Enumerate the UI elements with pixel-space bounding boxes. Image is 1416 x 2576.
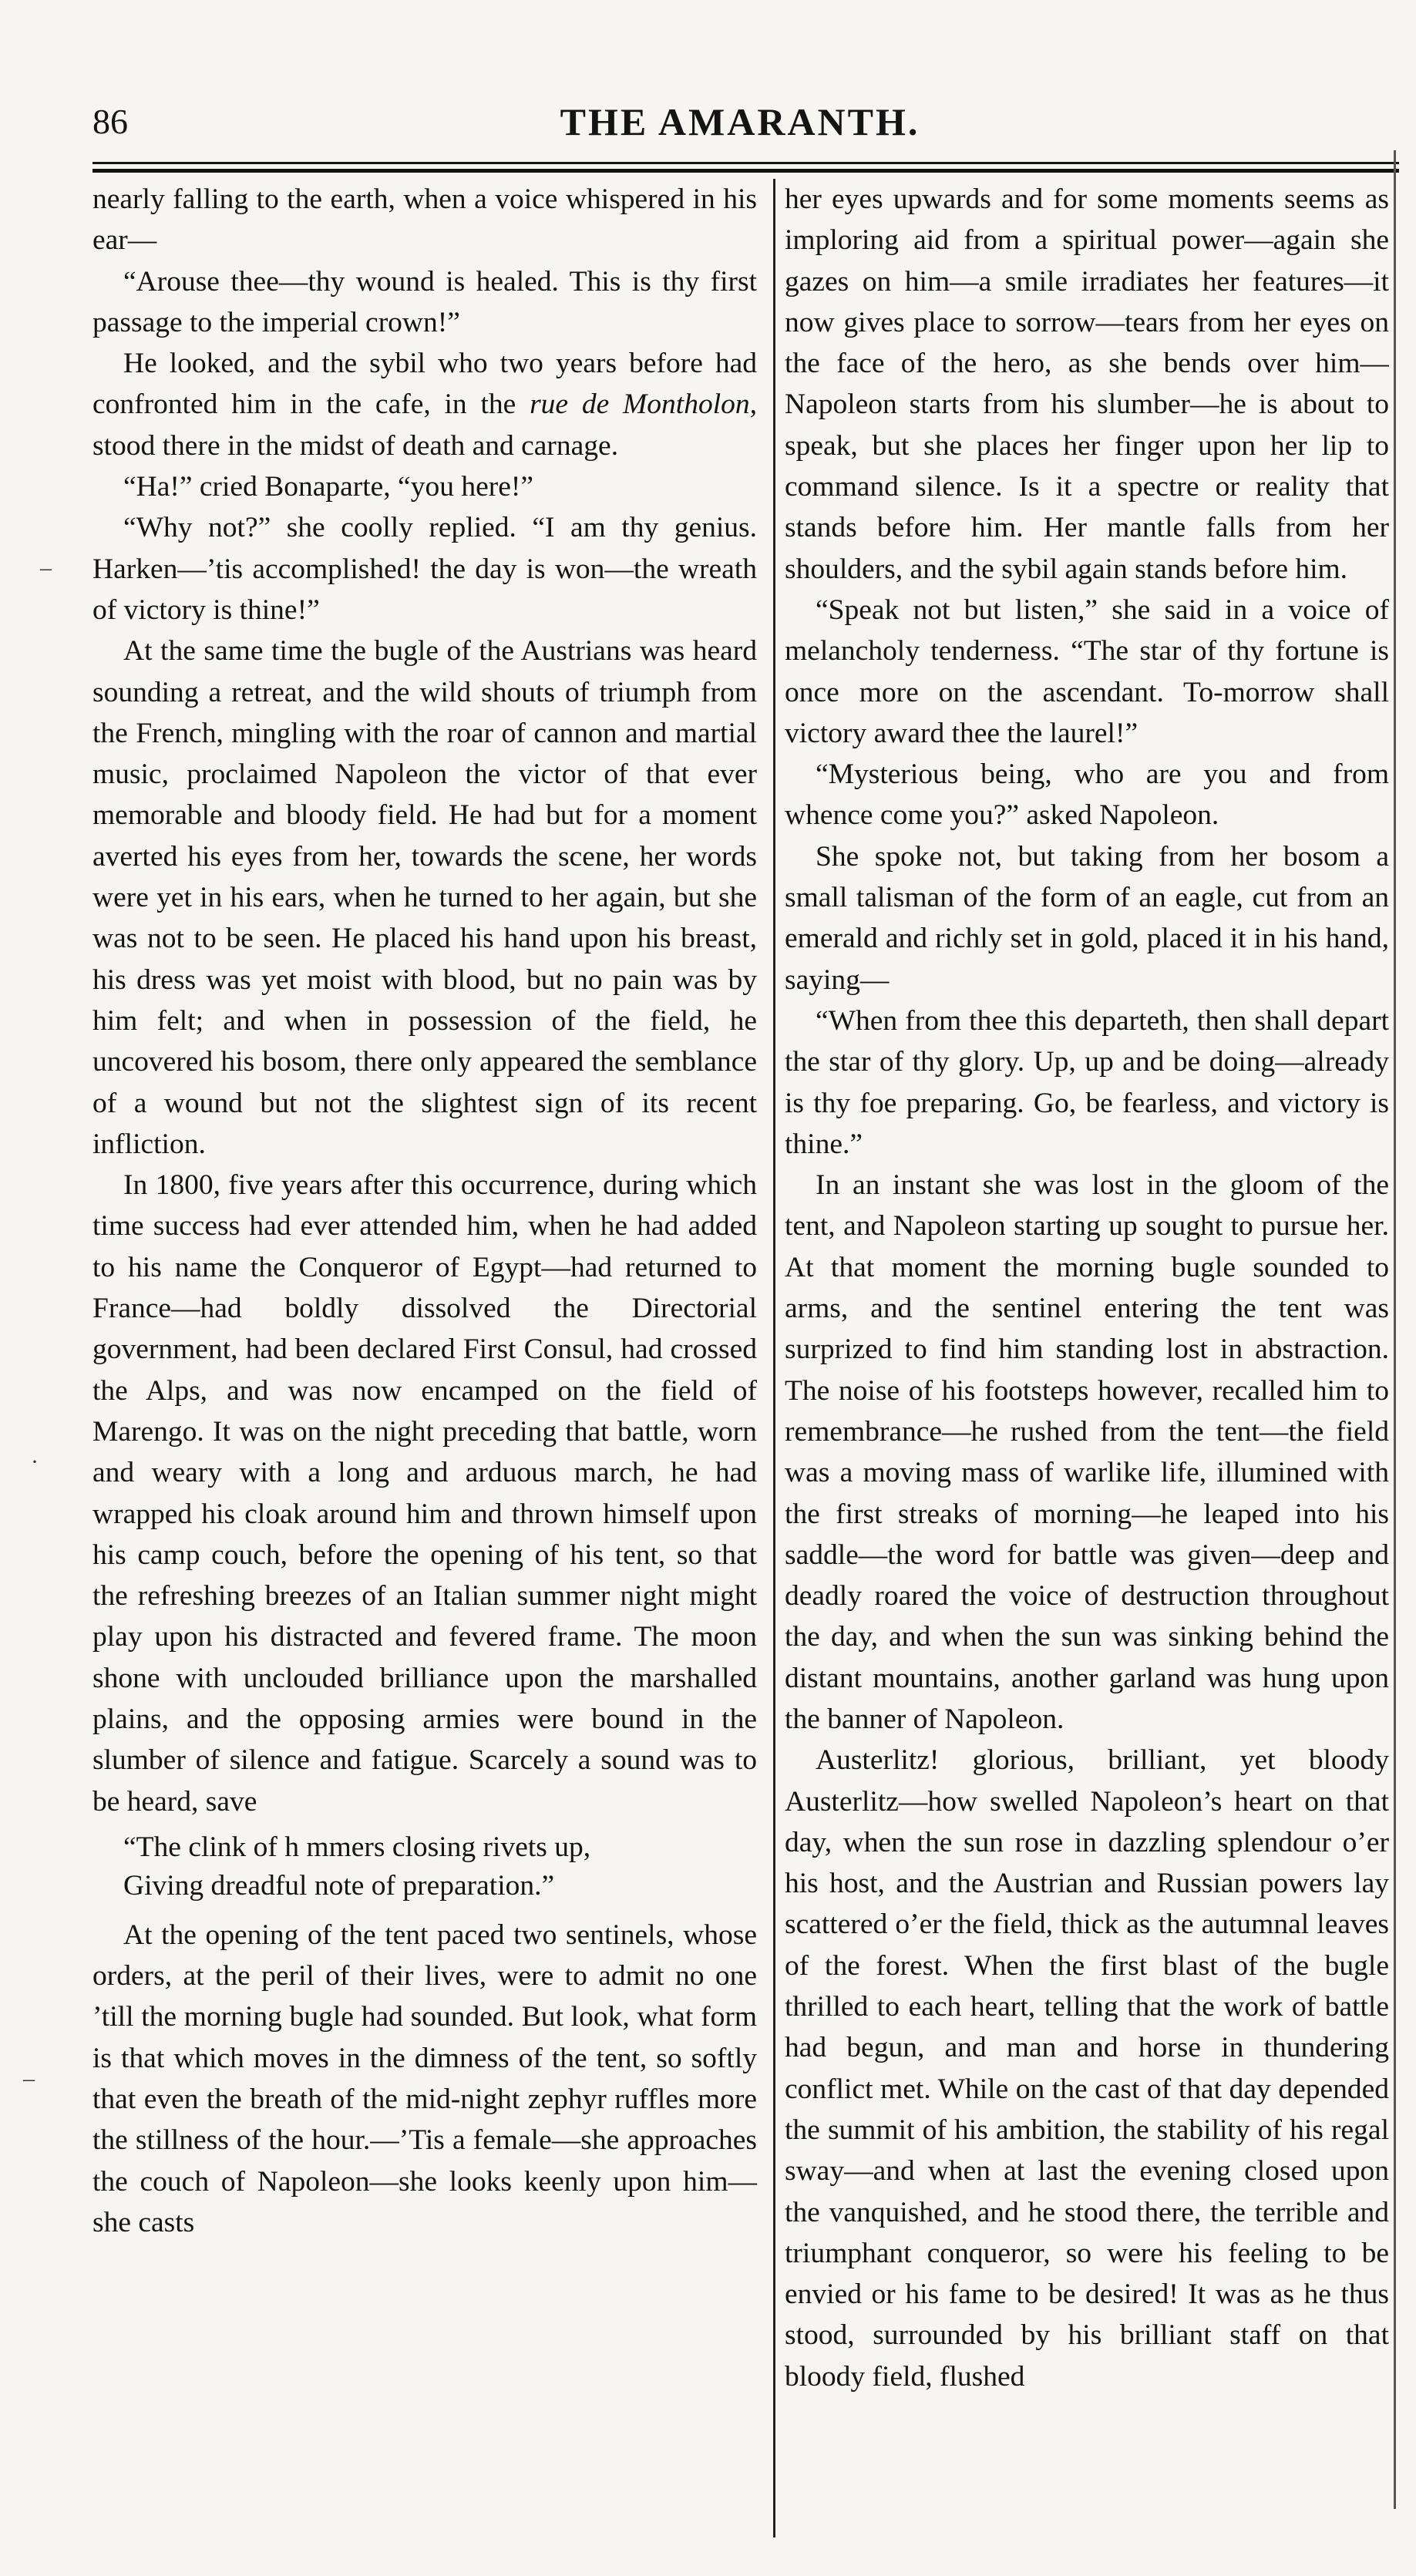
header-rule-thin: [92, 162, 1399, 164]
paragraph: “Ha!” cried Bonaparte, “you here!”: [123, 471, 533, 503]
margin-dash: –: [40, 555, 52, 580]
text-run: He looked, and the sybil who two years before had confronted him in the cafe, in the: [92, 348, 757, 421]
paragraph: In 1800, five years after this occurrence, during which time success had ever attended him, when he had added to his name the Conqueror of Egypt—had returned to France—had boldly dissolved the Directorial government, had been declared First Consul, had crossed the Alps, and was now encamped on the field of Marengo. It was on the night preceding that battle, worn and weary with a long and arduous march, he had wrapped his cloak around him and thrown himself upon his camp couch, before the opening of his tent, so that the refreshing breezes of an Italian summer night might play upon his distracted and fevered frame. The moon shone with unclouded brilliance upon the marshalled plains, and the opposing armies were bound in the slumber of silence and fatigue. Scarcely a sound was to be heard, save: [92, 1169, 757, 1818]
margin-dot: ·: [31, 1449, 39, 1475]
paragraph: [92, 343, 757, 466]
text-run: stood there in the midst of death and carnage.: [92, 429, 619, 462]
header-rule-thick: [92, 169, 1399, 173]
paragraph: “When from thee this departeth, then shall depart the star of thy glory. Up, up and be doing—already is thy foe preparing. Go, be fearless, and victory is thine.”: [785, 1004, 1389, 1160]
paragraph: At the opening of the tent paced two sentinels, whose orders, at the peril of their lives, were to admit no one ’till the morning bugle had sounded. But look, what form is that which moves in the dimness of the tent, so softly that even the breath of the mid-night zephyr ruffles more the stillness of the hour.—’Tis a female—she approaches the couch of Napoleon—she looks keenly upon him—she casts: [92, 1919, 757, 2238]
page-number: 86: [92, 102, 128, 141]
italic-street-name: rue de Montholon,: [530, 388, 757, 421]
verse-line: “The clink of h mmers closing rivets up,: [123, 1831, 591, 1863]
margin-dash: –: [23, 2066, 35, 2091]
page-edge-rule: [1394, 150, 1396, 2509]
page-header: [92, 99, 1387, 153]
paragraph: nearly falling to the earth, when a voice whispered in his ear—: [92, 183, 757, 257]
paragraph: “Why not?” she coolly replied. “I am thy genius. Harken—’tis accomplished! the day is won—the wreath of victory is thine!”: [92, 512, 757, 626]
paragraph: “Speak not but listen,” she said in a voice of melancholy tenderness. “The star of thy fortune is once more on the ascendant. To-morrow shall victory award thee the laurel!”: [785, 594, 1389, 749]
paragraph: “Mysterious being, who are you and from whence come you?” asked Napoleon.: [785, 758, 1389, 832]
paragraph: She spoke not, but taking from her bosom a small talisman of the form of an eagle, cut from an emerald and richly set in gold, placed it in his hand, saying—: [785, 840, 1389, 996]
verse-quote: [123, 1828, 757, 1905]
right-column: [785, 179, 1389, 2397]
left-column: [92, 179, 757, 2243]
paragraph: In an instant she was lost in the gloom of the tent, and Napoleon starting up sought to pursue her. At that moment the morning bugle sounded to arms, and the sentinel entering the tent was surprized to find him standing lost in abstraction. The noise of his footsteps however, recalled him to remembrance—he rushed from the tent—the field was a moving mass of warlike life, illumined with the first streaks of morning—he leaped into his saddle—the word for battle was given—deep and deadly roared the voice of destruction throughout the day, and when the sun was sinking behind the distant mountains, another garland was hung upon the banner of Napoleon.: [785, 1169, 1389, 1735]
paragraph: her eyes upwards and for some moments seems as imploring aid from a spiritual power—again she gazes on him—a smile irradiates her features—it now gives place to sorrow—tears from her eyes on the face of the hero, as she bends over him—Napoleon starts from his slumber—he is about to speak, but she places her finger upon her lip to command silence. Is it a spectre or reality that stands before him. Her mantle falls from her shoulders, and the sybil again stands before him.: [785, 183, 1389, 585]
verse-line: Giving dreadful note of preparation.”: [123, 1869, 555, 1902]
running-title: THE AMARANTH.: [560, 100, 920, 143]
column-divider: [773, 179, 775, 2537]
paragraph: At the same time the bugle of the Austrians was heard sounding a retreat, and the wild shouts of triumph from the French, mingling with the roar of cannon and martial music, proclaimed Napoleon the victor of that ever memorable and bloody field. He had but for a moment averted his eyes from her, towards the scene, her words were yet in his ears, when he turned to her again, but she was not to be seen. He placed his hand upon his breast, his dress was yet moist with blood, but no pain was by him felt; and when in possession of the field, he uncovered his bosom, there only appeared the semblance of a wound but not the slightest sign of its recent infliction.: [92, 635, 757, 1160]
paragraph: “Arouse thee—thy wound is healed. This is thy first passage to the imperial crown!”: [92, 265, 757, 338]
paragraph: Austerlitz! glorious, brilliant, yet bloody Austerlitz—how swelled Napoleon’s heart on that day, when the sun rose in dazzling splendour o’er his host, and the Austrian and Russian powers lay scattered o’er the field, thick as the autumnal leaves of the forest. When the first blast of the bugle thrilled to each heart, telling that the work of battle had begun, and man and horse in thundering conflict met. While on the cast of that day depended the summit of his ambition, the stability of his regal sway—and when at last the evening closed upon the vanquished, and he stood there, the terrible and triumphant conqueror, so were his feeling to be envied or his fame to be desired! It was as he thus stood, surrounded by his brilliant staff on that bloody field, flushed: [785, 1744, 1389, 2393]
